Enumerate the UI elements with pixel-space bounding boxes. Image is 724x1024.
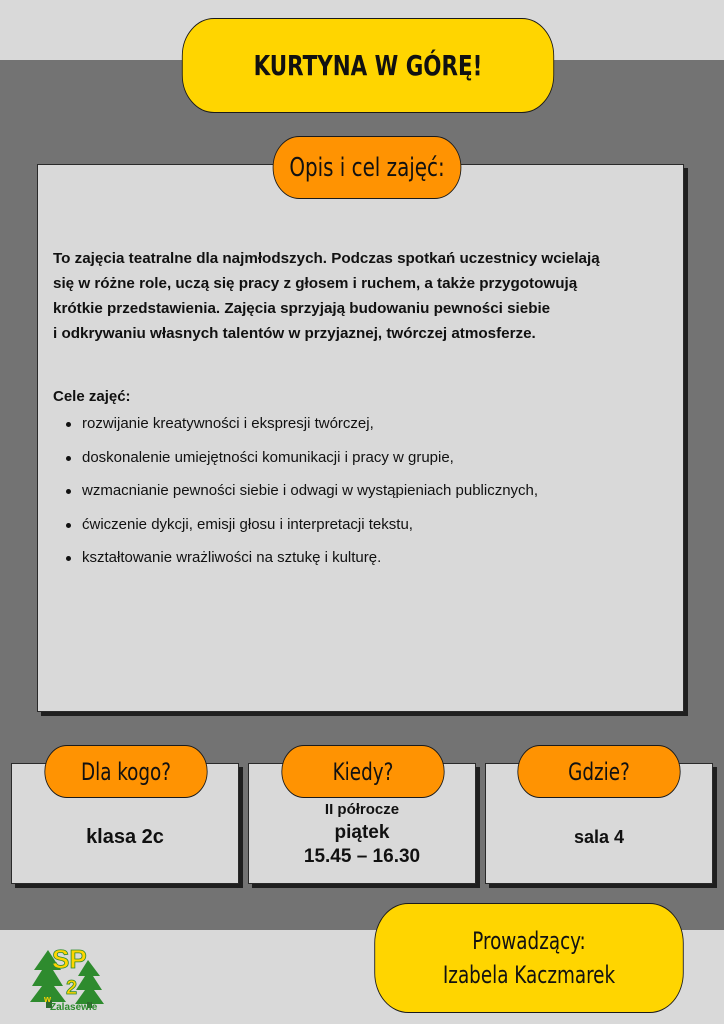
goal-item: wzmacnianie pewności siebie i odwagi w wystąpieniach publicznych, (66, 477, 538, 511)
when-time: 15.45 – 16.30 (303, 846, 421, 867)
intro-text (53, 246, 683, 346)
where-value: sala 4 (573, 827, 625, 847)
school-logo (30, 938, 108, 1012)
when-day: piątek (334, 822, 390, 843)
goals-heading: Cele zajęć: (53, 388, 131, 405)
intro-line: To zajęcia teatralne dla najmłodszych. Podczas spotkań uczestnicy wcielają (53, 250, 600, 267)
tree-icon (30, 938, 108, 1012)
intro-line: się w różne role, uczą się pracy z głosem i ruchem, a także przygotowują (53, 275, 578, 292)
goal-item: rozwijanie kreatywności i ekspresji twórczej, (66, 410, 538, 444)
logo-letters: SP (52, 944, 87, 974)
when-semester: II półrocze (324, 801, 400, 818)
who-heading: Dla kogo? (44, 745, 207, 798)
leader-box (374, 903, 683, 1013)
intro-line: krótkie przedstawienia. Zajęcia sprzyjają budowaniu pewności siebie (53, 300, 551, 317)
leader-name: Izabela Kaczmarek (442, 961, 616, 989)
goals-list (66, 410, 538, 578)
who-value: klasa 2c (86, 826, 164, 848)
intro-line: i odkrywaniu własnych talentów w przyjaznej, twórczej atmosferze. (53, 325, 536, 342)
leader-label: Prowadzący: (472, 927, 586, 955)
where-heading: Gdzie? (517, 745, 680, 798)
logo-number: 2 (66, 977, 78, 999)
logo-prefix: w (44, 994, 52, 1004)
goal-item: ćwiczenie dykcji, emisji głosu i interpretacji tekstu, (66, 511, 538, 545)
description-heading: Opis i cel zajęć: (273, 136, 462, 199)
when-heading: Kiedy? (281, 745, 444, 798)
logo-place: Zalasewie (50, 1002, 98, 1012)
goal-item: kształtowanie wrażliwości na sztukę i kulturę. (66, 544, 538, 578)
goal-item: doskonalenie umiejętności komunikacji i pracy w grupie, (66, 444, 538, 478)
page-title: KURTYNA W GÓRĘ! (182, 18, 554, 113)
